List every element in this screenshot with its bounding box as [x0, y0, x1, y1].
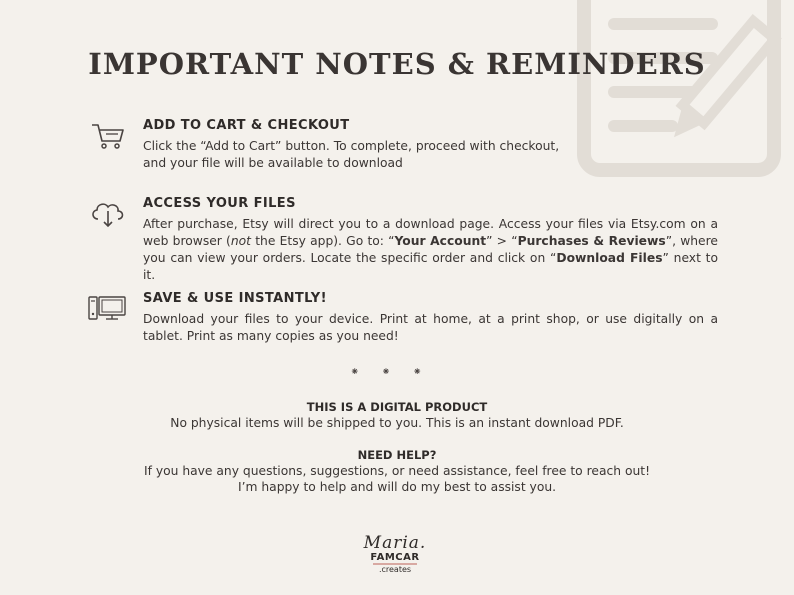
- help-text-line2: I’m happy to help and will do my best to assist you.: [237, 480, 557, 494]
- section-text: After purchase, Etsy will direct you to a download page. Access your files via Etsy.com on a web browser (not the Etsy app). Go to: “Your Account” > “Purchases & Reviews”, where you can view your orders. Locate the specific order and click on “Download Files” next to it.: [143, 217, 718, 282]
- logo-brand: FAMCAR: [370, 552, 420, 563]
- logo-script: Maria.: [363, 533, 427, 553]
- section-text: Click the “Add to Cart” button. To complete, proceed with checkout, and your file will be available to download: [143, 139, 560, 170]
- digital-product-notice: [0, 399, 794, 431]
- section-heading: ADD TO CART & CHECKOUT: [143, 118, 350, 133]
- help-text-line1: If you have any questions, suggestions, or need assistance, feel free to reach out!: [143, 464, 651, 478]
- devices-icon: [88, 293, 128, 323]
- digital-text: No physical items will be shipped to you. This is an instant download PDF.: [170, 416, 624, 430]
- brand-logo: [350, 534, 440, 582]
- help-notice: [0, 447, 794, 495]
- help-heading: NEED HELP?: [357, 448, 437, 462]
- page-title: IMPORTANT NOTES & REMINDERS: [88, 47, 706, 81]
- section-text: Download your files to your device. Print at home, at a print shop, or use digitally on a tablet. Print as many copies as you need!: [143, 312, 718, 343]
- shopping-cart-icon: [88, 120, 128, 150]
- cloud-download-icon: [88, 198, 128, 228]
- digital-heading: THIS IS A DIGITAL PRODUCT: [306, 400, 488, 414]
- section-heading: SAVE & USE INSTANTLY!: [143, 291, 327, 306]
- asterisk-divider: ⁕⁕⁕: [350, 365, 444, 378]
- document-edit-watermark-icon: [576, 0, 794, 180]
- section-heading: ACCESS YOUR FILES: [143, 196, 296, 211]
- logo-sub: .creates: [373, 563, 417, 574]
